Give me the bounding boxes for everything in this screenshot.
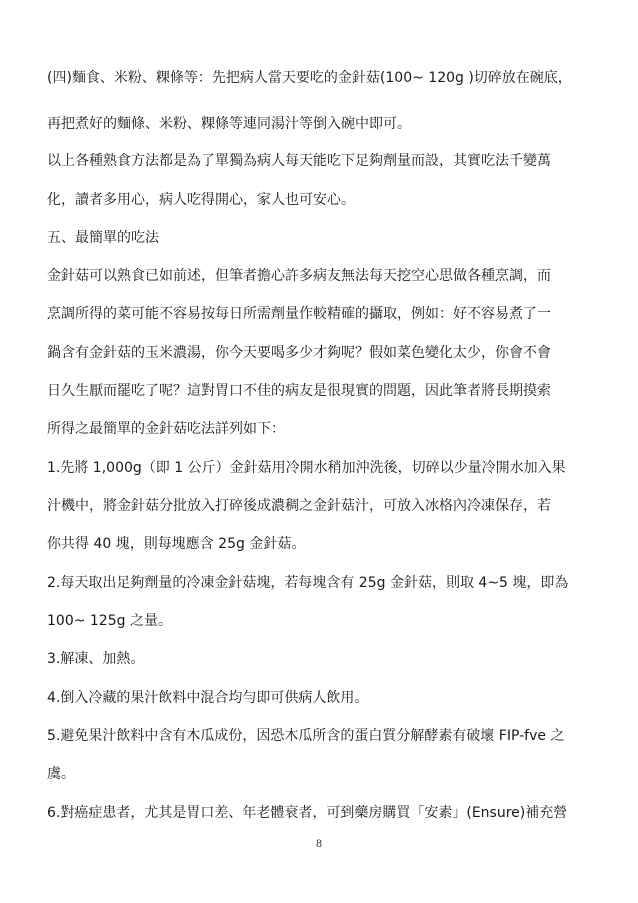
text-line: 再把煮好的麵條、米粉、粿條等連同湯汁等倒入碗中即可。 xyxy=(47,116,411,132)
text-line: 所得之最簡單的金針菇吃法詳列如下： xyxy=(47,421,285,437)
text-line: 化，讀者多用心，病人吃得開心，家人也可安心。 xyxy=(47,192,355,208)
text-line: 虞。 xyxy=(47,766,75,782)
text-line: 鍋含有金針菇的玉米濃湯，你今天要喝多少才夠呢？假如菜色變化太少，你會不會 xyxy=(47,345,551,361)
text-line: 金針菇可以熟食已如前述，但筆者擔心許多病友無法每天挖空心思做各種烹調，而 xyxy=(47,268,551,284)
text-line: 100~ 125g 之量。 xyxy=(47,613,172,629)
text-line-noodle-method: (四)麵食、米粉、粿條等：先把病人當天要吃的金針菇(100~ 120g )切碎放在碗底， xyxy=(47,70,572,86)
page-number: 8 xyxy=(315,839,323,850)
list-item-step-6: 6.對癌症患者，尤其是胃口差、年老體衰者，可到藥房購買「安素」(Ensure)補充營 xyxy=(47,805,568,821)
text-line: 汁機中，將金針菇分批放入打碎後成濃稠之金針菇汁，可放入冰格內冷凍保存，若 xyxy=(47,498,551,514)
text-line: 日久生厭而罷吃了呢？這對胃口不佳的病友是很現實的問題，因此筆者將長期摸索 xyxy=(47,383,551,399)
list-item-step-5: 5.避免果汁飲料中含有木瓜成份，因恐木瓜所含的蛋白質分解酵素有破壞 FIP-fve 之 xyxy=(47,728,565,744)
section-heading: 五、最簡單的吃法 xyxy=(47,230,159,246)
text-line: 烹調所得的菜可能不容易按每日所需劑量作較精確的攝取，例如：好不容易煮了一 xyxy=(47,306,551,322)
list-item-step-2: 2.每天取出足夠劑量的冷凍金針菇塊，若每塊含有 25g 金針菇，則取 4~5 塊，即為 xyxy=(47,575,569,591)
text-line: 你共得 40 塊，則每塊應含 25g 金針菇。 xyxy=(47,536,306,552)
text-line: 以上各種熟食方法都是為了單獨為病人每天能吃下足夠劑量而設，其實吃法千變萬 xyxy=(47,153,551,169)
list-item-step-4: 4.倒入冷藏的果汁飲料中混合均勻即可供病人飲用。 xyxy=(47,690,369,706)
list-item-step-1: 1.先將 1,000g（即 1 公斤）金針菇用冷開水稍加沖洗後，切碎以少量冷開水加入果 xyxy=(47,460,566,476)
list-item-step-3: 3.解凍、加熱。 xyxy=(47,651,145,667)
